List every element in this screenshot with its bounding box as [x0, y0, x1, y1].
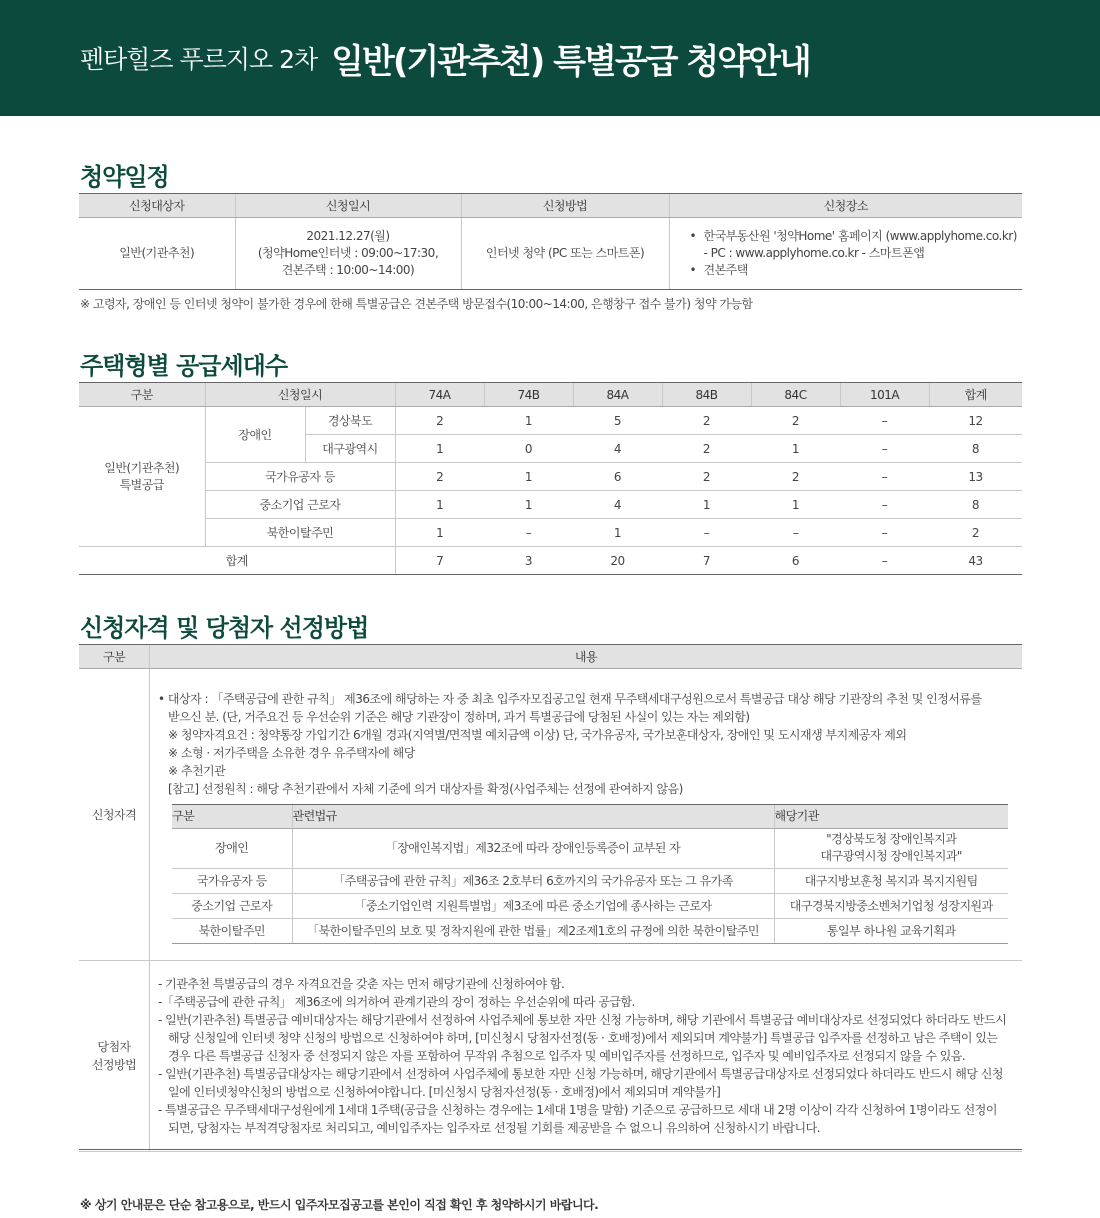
qualification-content-cell: [150, 669, 1023, 961]
agency-type: 북한이탈주민: [172, 918, 292, 943]
header-title: 일반(기관추천) 특별공급 청약안내: [331, 41, 810, 82]
qualification-content: [150, 678, 1022, 952]
supply-cell: 1: [484, 491, 573, 519]
supply-cell: 2: [751, 407, 840, 435]
winner-line: - 일반(기관추천) 특별공급 예비대상자는 해당기관에서 선정하여 사업주체에 통보한 자만 신청 가능하며, 해당 기관에서 특별공급 예비대상자로 선정되었다 하더라도 반드시 해당 신청일에 인터넷 청약 신청의 방법으로 신청하여야 하며, [미신청시 당첨자선정(동 · 호배정)에서 제외되며 계약불가] 특별공급 입주자를 선정하고 남은 주택이 있는 경우 다른 특별공급 신청자 중 선정되지 않은 자를 포함하여 무작위 추첨으로 입주자 및 예비입주자를 선정하므로, 입주자 및 예비입주자로 선정되지 않을 수 있음.: [158, 1013, 1007, 1063]
supply-cell: –: [662, 519, 751, 547]
agency-law: 「장애인복지법」제32조에 따라 장애인등록증이 교부된 자: [292, 828, 774, 868]
supply-cell: 1: [484, 463, 573, 491]
supply-cell: 1: [484, 407, 573, 435]
agency-org-line: "경상북도청 장애인복지과: [826, 832, 957, 846]
agency-type: 중소기업 근로자: [172, 893, 292, 918]
bottom-divider: [79, 1149, 1022, 1150]
schedule-header: 신청방법: [461, 194, 669, 218]
supply-header: 84A: [573, 383, 662, 407]
agency-header: 관련법규: [292, 804, 774, 828]
schedule-datetime: [235, 218, 461, 290]
agency-org: 대구경북지방중소벤처기업청 성장지원과: [774, 893, 1008, 918]
winner-label-line: 당첨자: [97, 1040, 131, 1054]
supply-total-cell: 7: [395, 547, 484, 575]
supply-header: 구분: [79, 383, 205, 407]
winner-content-cell: [150, 961, 1023, 1152]
supply-cell: 8: [929, 435, 1022, 463]
supply-header: 74A: [395, 383, 484, 407]
supply-cell: 8: [929, 491, 1022, 519]
supply-total-cell: 20: [573, 547, 662, 575]
supply-cell: –: [840, 407, 929, 435]
supply-total-cell: 3: [484, 547, 573, 575]
datetime-line: 2021.12.27(월): [306, 229, 390, 243]
supply-cell: 2: [662, 463, 751, 491]
agency-org: 대구지방보훈청 복지과 복지지원팀: [774, 868, 1008, 893]
qualification-title: 신청자격 및 당첨자 선정방법: [80, 614, 369, 642]
qualification-table: [79, 644, 1022, 1152]
supply-cell: 1: [573, 519, 662, 547]
supply-cell: 4: [573, 435, 662, 463]
supply-header: 74B: [484, 383, 573, 407]
place-line: • 한국부동산원 '청약Home' 홈페이지 (www.applyhome.co.kr): [690, 228, 1023, 245]
supply-cell: 2: [662, 435, 751, 463]
supply-total-label: 합계: [79, 547, 395, 575]
qualification-line: ※ 청약자격요건 : 청약통장 가입기간 6개월 경과(지역별/면적별 예치금액 이상) 단, 국가유공자, 국가보훈대상자, 장애인 및 도시재생 부지제공자 제외: [168, 727, 907, 742]
supply-title: 주택형별 공급세대수: [80, 352, 288, 380]
supply-cell: 2: [751, 463, 840, 491]
supply-cell: –: [840, 463, 929, 491]
qualification-line: [참고] 선정원칙 : 해당 추천기관에서 자체 기준에 의거 대상자를 확정(사업주체는 선정에 관여하지 않음): [168, 781, 683, 796]
supply-row-label: 대구광역시: [305, 435, 395, 463]
winner-label-line: 선정방법: [91, 1058, 137, 1072]
supply-cell: –: [751, 519, 840, 547]
qualification-line: ※ 추천기관: [168, 763, 226, 778]
winner-row-label: [79, 961, 150, 1152]
agency-org-line: 대구광역시청 장애인복지과": [820, 849, 962, 863]
supply-cell: –: [840, 519, 929, 547]
qualification-row-label: 신청자격: [79, 669, 150, 961]
schedule-note: ※ 고령자, 장애인 등 인터넷 청약이 불가한 경우에 한해 특별공급은 견본주택 방문접수(10:00~14:00, 은행창구 접수 불가) 청약 가능함: [80, 297, 753, 311]
agency-law: 「주택공급에 관한 규칙」제36조 2호부터 6호까지의 국가유공자 또는 그 유가족: [292, 868, 774, 893]
qualification-line: • 대상자 : 「주택공급에 관한 규칙」 제36조에 해당하는 자 중 최초 입주자모집공고일 현재 무주택세대구성원으로서 특별공급 대상 해당 기관장의 추천 및 인정서류를: [158, 691, 982, 706]
supply-table: [79, 382, 1022, 575]
schedule-header: 신청일시: [235, 194, 461, 218]
agency-law: 「북한이탈주민의 보호 및 정착지원에 관한 법률」제2조제1호의 규정에 의한 북한이탈주민: [292, 918, 774, 943]
datetime-line: 견본주택 : 10:00~14:00): [281, 263, 415, 277]
supply-cell: –: [484, 519, 573, 547]
place-line: - PC : www.applyhome.co.kr - 스마트폰앱: [703, 246, 925, 260]
supply-row-label: 국가유공자 등: [205, 463, 395, 491]
agency-org: [774, 828, 1008, 868]
supply-cell: 1: [395, 491, 484, 519]
supply-header: 합계: [929, 383, 1022, 407]
page-header: [0, 0, 1100, 116]
supply-cell: 2: [929, 519, 1022, 547]
supply-cell: –: [840, 435, 929, 463]
winner-line: - 특별공급은 무주택세대구성원에게 1세대 1주택(공급을 신청하는 경우에는 1세대 1명을 말함) 기준으로 공급하므로 세대 내 2명 이상이 각각 신청하여 1명이라도 선정이 되면, 당첨자는 부적격당첨자로 처리되고, 예비입주자는 입주자로 선정될 기회를 제공받을 수 없으니 유의하여 신청하시기 바랍니다.: [158, 1103, 997, 1135]
supply-total-cell: –: [840, 547, 929, 575]
supply-total-cell: 6: [751, 547, 840, 575]
supply-cell: –: [840, 491, 929, 519]
qualification-header: 내용: [150, 645, 1023, 669]
qualification-line: ※ 소형 · 저가주택을 소유한 경우 유주택자에 해당: [168, 745, 415, 760]
supply-cell: 1: [751, 491, 840, 519]
agency-header: 구분: [172, 804, 292, 828]
agency-org: 통일부 하나원 교육기획과: [774, 918, 1008, 943]
schedule-title: 청약일정: [80, 163, 169, 191]
supply-cell: 4: [573, 491, 662, 519]
place-line: • 견본주택: [690, 262, 1023, 279]
winner-line: -「주택공급에 관한 규칙」 제36조에 의거하여 관계기관의 장이 정하는 우선순위에 따라 공급함.: [158, 995, 635, 1009]
supply-row-label: 북한이탈주민: [205, 519, 395, 547]
schedule-header: 신청장소: [669, 194, 1022, 218]
supply-cell: 2: [662, 407, 751, 435]
agency-type: 장애인: [172, 828, 292, 868]
schedule-header: 신청대상자: [79, 194, 235, 218]
schedule-method: 인터넷 청약 (PC 또는 스마트폰): [461, 218, 669, 290]
agency-header: 해당기관: [774, 804, 1008, 828]
supply-header: 신청일시: [205, 383, 395, 407]
supply-cell: 1: [662, 491, 751, 519]
supply-cell: 0: [484, 435, 573, 463]
supply-row-label: 경상북도: [305, 407, 395, 435]
schedule-table: [79, 193, 1022, 290]
agency-table: [172, 804, 1008, 944]
winner-content: [150, 961, 1022, 1151]
qualification-line: 받으신 분. (단, 거주요건 등 우선순위 기준은 해당 기관장이 정하며, 과거 특별공급에 당첨된 사실이 있는 자는 제외함): [168, 709, 750, 724]
header-subtitle: 펜타힐즈 푸르지오 2차: [80, 45, 318, 74]
supply-header: 101A: [840, 383, 929, 407]
supply-header: 84C: [751, 383, 840, 407]
supply-disabled-label: 장애인: [205, 407, 305, 463]
agency-type: 국가유공자 등: [172, 868, 292, 893]
supply-cell: 1: [751, 435, 840, 463]
supply-cell: 12: [929, 407, 1022, 435]
supply-header: 84B: [662, 383, 751, 407]
group-label-line: 특별공급: [119, 477, 164, 492]
supply-cell: 1: [395, 435, 484, 463]
supply-total-cell: 43: [929, 547, 1022, 575]
winner-line: - 일반(기관추천) 특별공급대상자는 해당기관에서 선정하여 사업주체에 통보한 자만 신청 가능하며, 해당기관에서 특별공급대상자로 선정되었다 하더라도 반드시 해당 신청일에 인터넷청약신청의 방법으로 신청하여야합니다. [미신청시 당첨자선정(동 · 호배정)에서 제외되며 계약불가]: [158, 1067, 1003, 1099]
group-label-line: 일반(기관추천): [104, 460, 180, 475]
supply-cell: 6: [573, 463, 662, 491]
supply-group-label: [79, 407, 205, 547]
supply-cell: 2: [395, 407, 484, 435]
supply-cell: 5: [573, 407, 662, 435]
schedule-place: [669, 218, 1022, 290]
supply-cell: 2: [395, 463, 484, 491]
winner-line: - 기관추천 특별공급의 경우 자격요건을 갖춘 자는 먼저 해당기관에 신청하여야 함.: [158, 977, 565, 991]
datetime-line: (청약Home인터넷 : 09:00~17:30,: [257, 246, 439, 260]
supply-total-cell: 7: [662, 547, 751, 575]
schedule-target: 일반(기관추천): [79, 218, 235, 290]
supply-cell: 1: [395, 519, 484, 547]
qualification-header: 구분: [79, 645, 150, 669]
footer-note: ※ 상기 안내문은 단순 참고용으로, 반드시 입주자모집공고를 본인이 직접 확인 후 청약하시기 바랍니다.: [80, 1198, 599, 1212]
supply-cell: 13: [929, 463, 1022, 491]
supply-row-label: 중소기업 근로자: [205, 491, 395, 519]
agency-law: 「중소기업인력 지원특별법」제3조에 따른 중소기업에 종사하는 근로자: [292, 893, 774, 918]
